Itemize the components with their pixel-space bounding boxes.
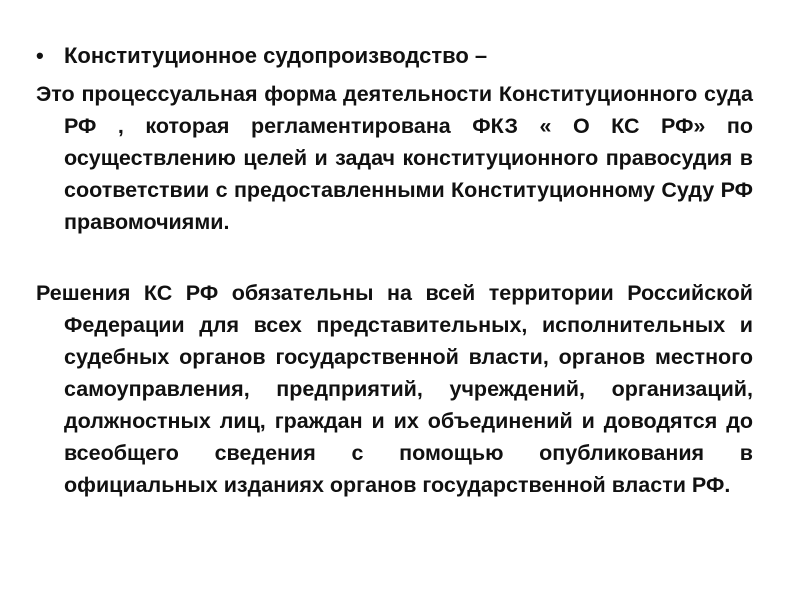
slide-heading: Конституционное судопроизводство – (64, 43, 488, 68)
paragraph-decisions-lead: Решения (36, 281, 131, 305)
paragraph-decisions (36, 277, 753, 501)
paragraph-decisions-text: КС РФ обязательны на всей территории Российской Федерации для всех представительных, исполнительных и судебных органов государственной власти, органов местного самоуправления, предприятий, учреждений, организаций, должностных лиц, граждан и их объединений и доводятся до всеобщего сведения с помощью опубликования в официальных изданиях органов государственной власти РФ. (64, 281, 753, 497)
heading-row (36, 40, 756, 72)
paragraph-definition-lead: Это (36, 82, 75, 106)
paragraph-definition-text: процессуальная форма деятельности Конституционного суда РФ , которая регламентирована ФКЗ « О КС РФ» по осуществлению целей и задач конституционного правосудия в соответствии с предоставленными Конституционному Суду РФ правомочиями. (64, 82, 754, 234)
bullet-icon: • (36, 43, 44, 68)
paragraph-definition (36, 78, 753, 238)
